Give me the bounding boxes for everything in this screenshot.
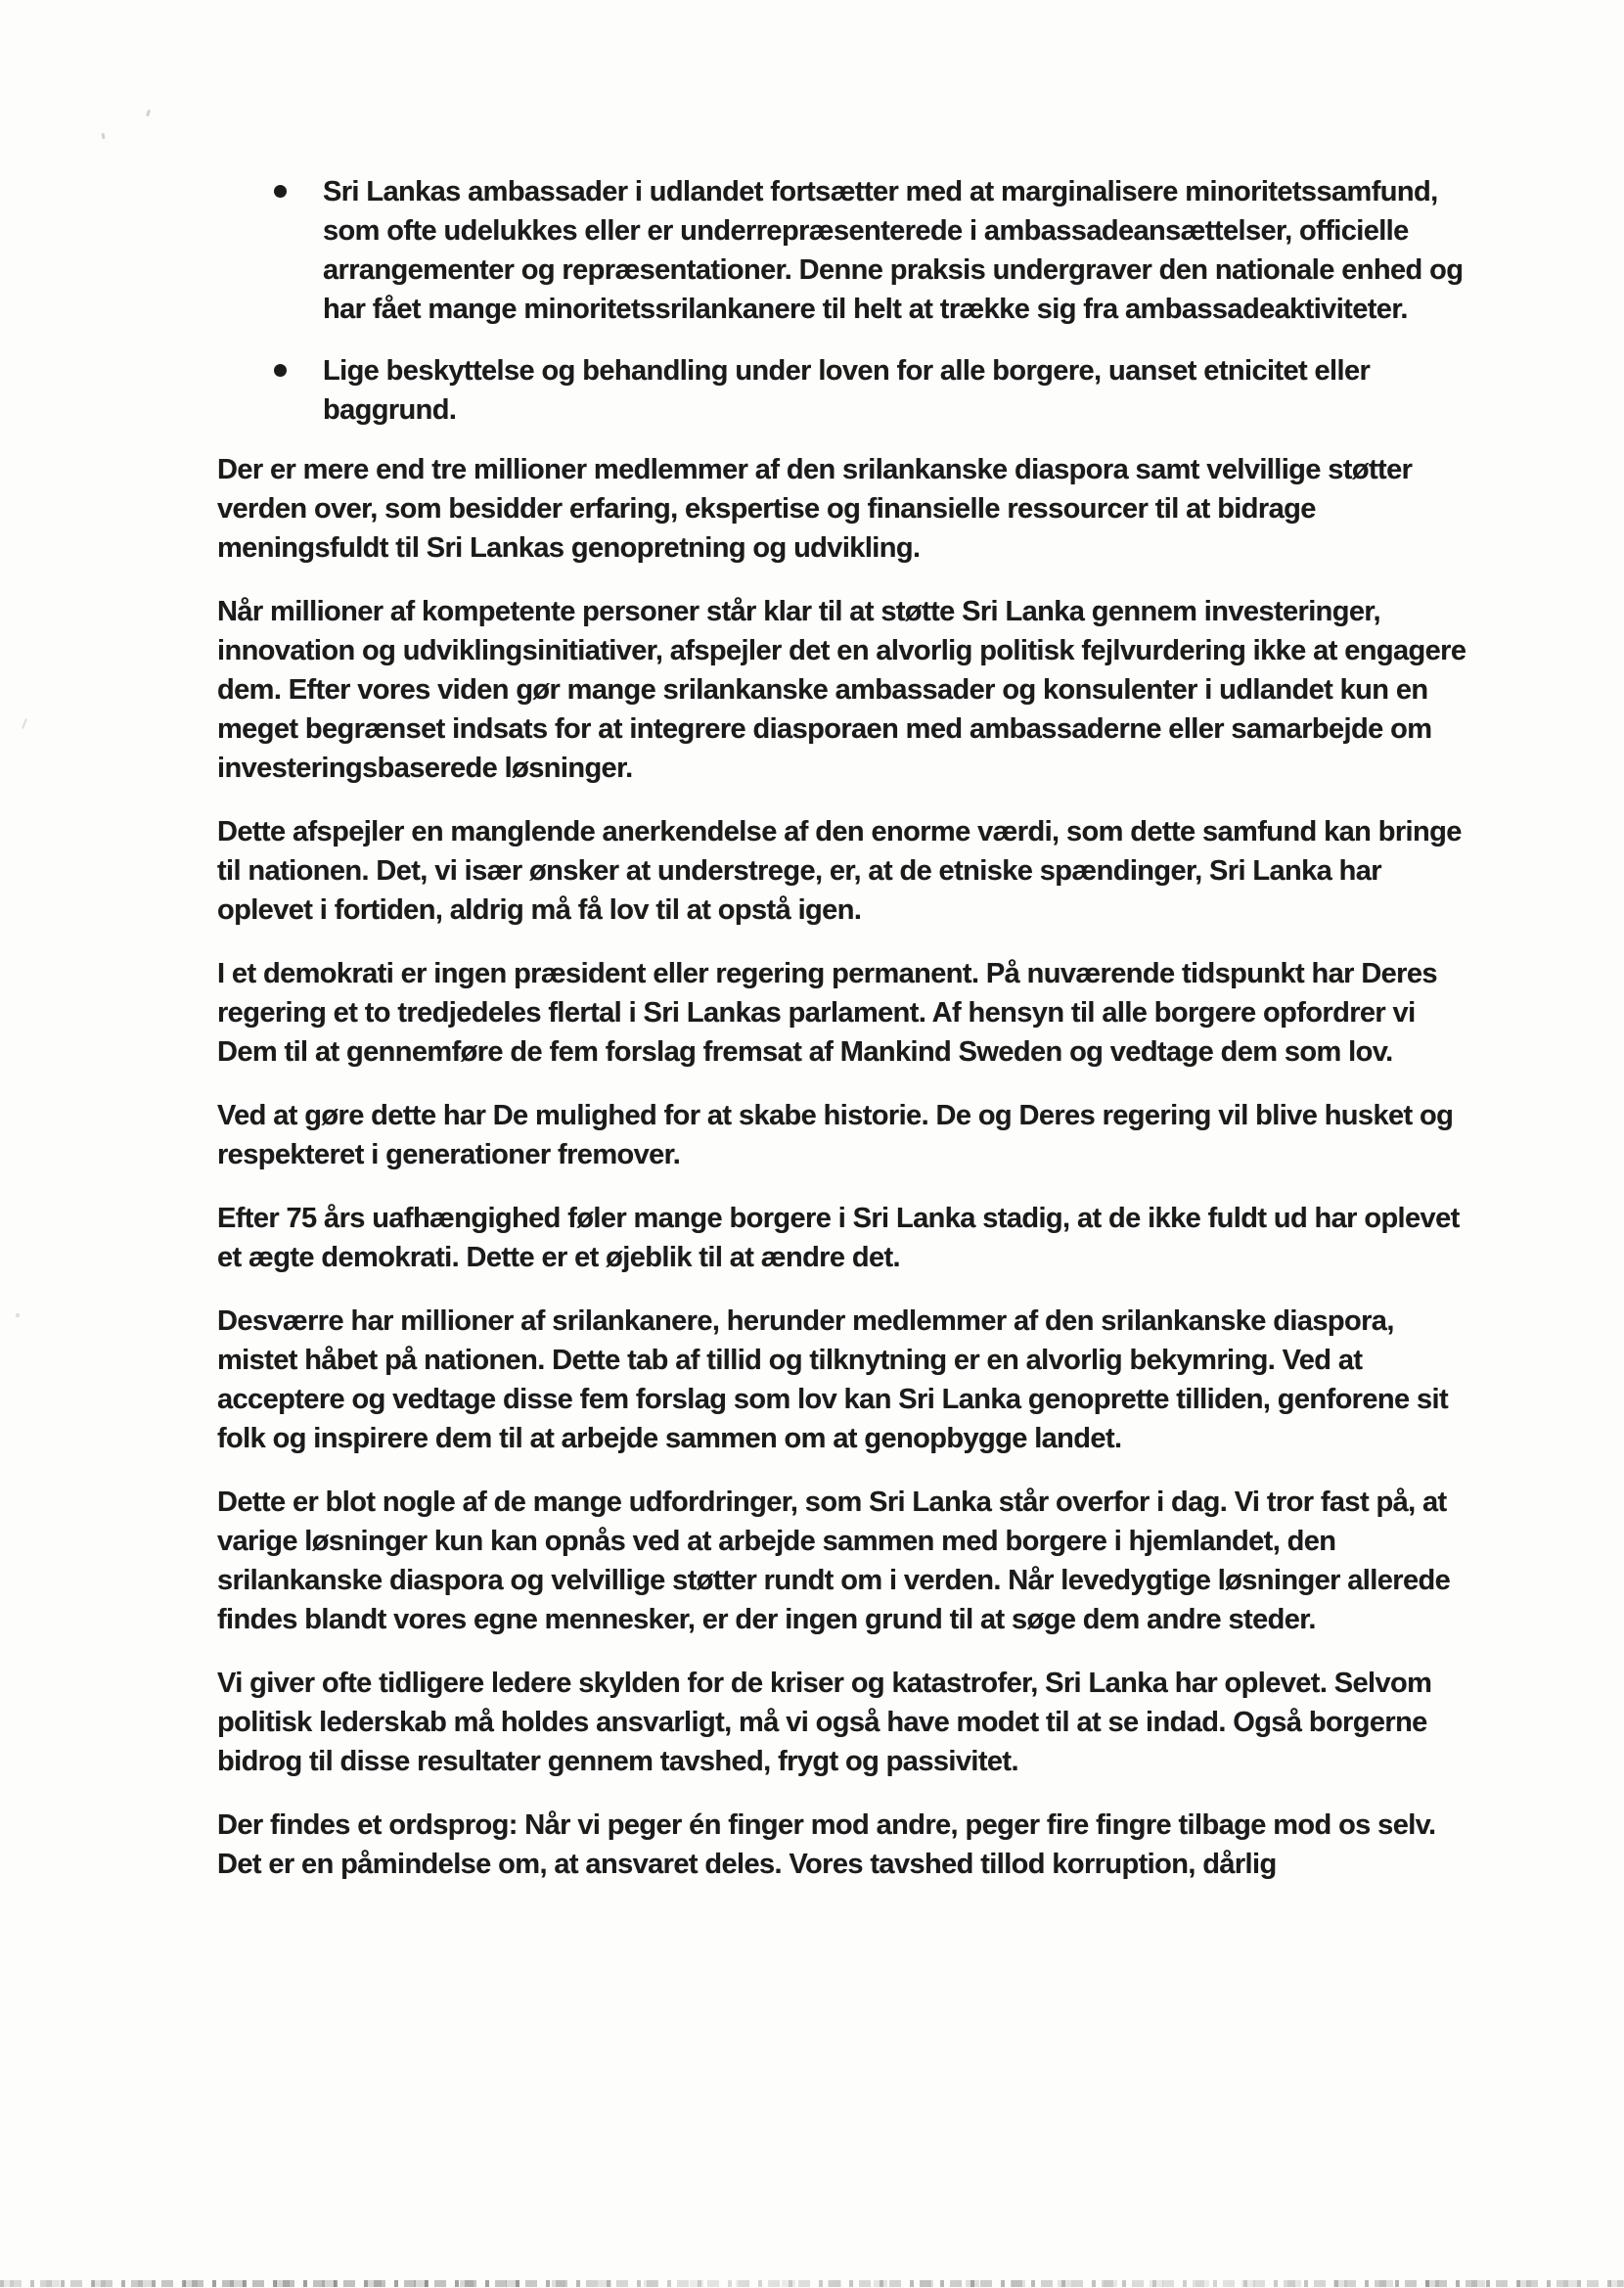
bullet-text: Lige beskyttelse og behandling under loven for alle borgere, uanset etnicitet eller baggrund.	[323, 355, 1371, 426]
list-item	[217, 172, 1481, 329]
bullet-icon	[274, 185, 287, 198]
scan-speck	[146, 110, 151, 117]
paragraph: Dette afspejler en manglende anerkendelse af den enorme værdi, som dette samfund kan bringe til nationen. Det, vi især ønsker at understrege, er, at de etniske spændinger, Sri Lanka har oplevet i fortiden, aldrig må få lov til at opstå igen.	[217, 816, 1462, 926]
document-body	[217, 172, 1481, 1884]
paragraph: Desværre har millioner af srilankanere, herunder medlemmer af den srilankanske diaspora, mistet håbet på nationen. Dette tab af tillid og tilknytning er en alvorlig bekymring. Ved at acceptere og vedtage disse fem forslag som lov kan Sri Lanka genoprette tilliden, genforene sit folk og inspirere dem til at arbejde sammen om at genopbygge landet.	[217, 1305, 1449, 1454]
scan-speck	[101, 133, 105, 139]
bullet-text: Sri Lankas ambassader i udlandet fortsætter med at marginalisere minoritetssamfund, som ofte udelukkes eller er underrepræsenterede i ambassadeansættelser, officielle arrangementer og repræsentationer. Denne praksis undergraver den nationale enhed og har fået mange minoritetssrilankanere til helt at trække sig fra ambassadeaktiviteter.	[323, 176, 1464, 325]
paragraph: Der findes et ordsprog: Når vi peger én finger mod andre, peger fire fingre tilbage mod os selv. Det er en påmindelse om, at ansvaret deles. Vores tavshed tillod korruption, dårlig	[217, 1809, 1436, 1880]
paragraph: I et demokrati er ingen præsident eller regering permanent. På nuværende tidspunkt har Deres regering et to tredjedeles flertal i Sri Lankas parlament. Af hensyn til alle borgere opfordrer vi Dem til at gennemføre de fem forslag fremsat af Mankind Sweden og vedtage dem som lov.	[217, 958, 1437, 1068]
paragraph: Efter 75 års uafhængighed føler mange borgere i Sri Lanka stadig, at de ikke fuldt ud har oplevet et ægte demokrati. Dette er et øjeblik til at ændre det.	[217, 1203, 1460, 1273]
paragraph: Ved at gøre dette har De mulighed for at skabe historie. De og Deres regering vil blive husket og respekteret i generationer fremover.	[217, 1100, 1454, 1170]
paragraph: Dette er blot nogle af de mange udfordringer, som Sri Lanka står overfor i dag. Vi tror fast på, at varige løsninger kun kan opnås ved at arbejde sammen med borgere i hjemlandet, den srilankanske diaspora og velvillige støtter rundt om i verden. Når levedygtige løsninger allerede findes blandt vores egne mennesker, er der ingen grund til at søge dem andre steder.	[217, 1487, 1451, 1635]
scan-artifact-bottom-edge	[0, 2280, 1624, 2287]
scan-speck	[22, 718, 27, 729]
paragraph: Der er mere end tre millioner medlemmer af den srilankanske diaspora samt velvillige støtter verden over, som besidder erfaring, ekspertise og finansielle ressourcer til at bidrage meningsfuldt til Sri Lankas genopretning og udvikling.	[217, 454, 1413, 564]
bullet-icon	[274, 364, 287, 377]
bullet-list	[217, 172, 1481, 430]
list-item	[217, 351, 1481, 430]
paragraph: Vi giver ofte tidligere ledere skylden for de kriser og katastrofer, Sri Lanka har oplevet. Selvom politisk lederskab må holdes ansvarligt, må vi også have modet til at se indad. Også borgerne bidrog til disse resultater gennem tavshed, frygt og passivitet.	[217, 1668, 1432, 1777]
scan-speck	[16, 1313, 20, 1317]
paragraph: Når millioner af kompetente personer står klar til at støtte Sri Lanka gennem investeringer, innovation og udviklingsinitiativer, afspejler det en alvorlig politisk fejlvurdering ikke at engagere dem. Efter vores viden gør mange srilankanske ambassader og konsulenter i udlandet kun en meget begrænset indsats for at integrere diasporaen med ambassaderne eller samarbejde om investeringsbaserede løsninger.	[217, 596, 1466, 784]
